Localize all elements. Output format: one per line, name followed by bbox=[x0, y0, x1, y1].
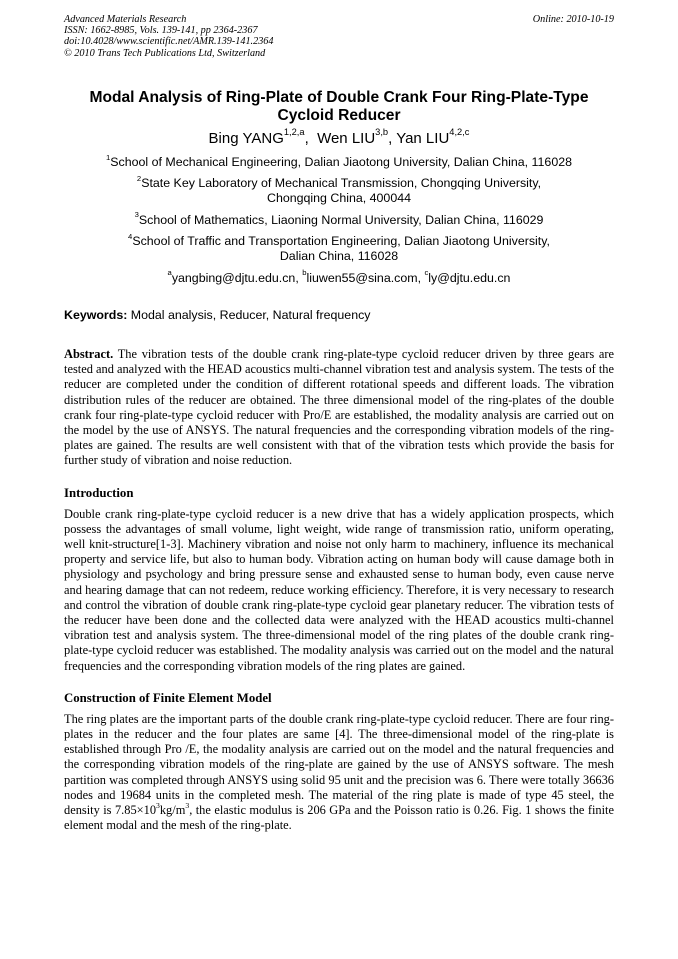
journal-name: Advanced Materials Research bbox=[64, 14, 187, 25]
email-superscript: a bbox=[167, 268, 172, 278]
affiliation-4 bbox=[119, 231, 559, 265]
affiliations bbox=[64, 152, 614, 286]
affiliation-text: State Key Laboratory of Mechanical Transmission, Chongqing University, Chongqing China, 400044 bbox=[141, 176, 542, 206]
fem-superscript: 3 bbox=[185, 800, 190, 810]
abstract-paragraph bbox=[64, 347, 614, 469]
fem-section-heading: Construction of Finite Element Model bbox=[64, 690, 272, 705]
fem-paragraph bbox=[64, 712, 614, 834]
affiliation-3 bbox=[99, 210, 579, 228]
paper-page bbox=[64, 14, 614, 833]
keywords-line bbox=[64, 308, 614, 323]
author-name: Wen LIU bbox=[317, 129, 376, 147]
issn-line: ISSN: 1662-8985, Vols. 139-141, pp 2364-2367 bbox=[64, 25, 258, 37]
email-link[interactable]: yangbing@djtu.edu.cn, bbox=[171, 270, 303, 285]
doi-line: doi:10.4028/www.scientific.net/AMR.139-141.2364 bbox=[64, 36, 274, 48]
affiliation-1 bbox=[79, 152, 599, 170]
author-emails bbox=[64, 268, 614, 286]
email-link[interactable]: ly@djtu.edu.cn bbox=[428, 270, 511, 285]
email-link[interactable]: liuwen55@sina.com, bbox=[306, 270, 425, 285]
affiliation-superscript: 2 bbox=[136, 173, 142, 183]
abstract-label: Abstract. bbox=[64, 346, 114, 361]
author-superscript: 4,2,c bbox=[449, 127, 470, 138]
author-separator: , bbox=[304, 129, 318, 147]
copyright-line: © 2010 Trans Tech Publications Ltd, Switzerland bbox=[64, 47, 266, 59]
author-separator: , bbox=[388, 129, 397, 147]
introduction-paragraph: Double crank ring-plate-type cycloid reducer is a new drive that has a widely application prospects, which possess the advantages of small volume, light weight, wide range of transmission ratio, uniform operating, well knit-structure[1-3]. Machinery vibration and noise not only harm to machinery, influence its mechanical property and service life, but also to human body. Vibration acting on human body will cause damage both in physiology and psychology and bring pressure sense and exhausted sense to human body, even cause nerve and hearing damage that can not redeem, reduce working efficiency. Therefore, it is very necessary to research and control the vibration of double crank ring-plate-type cycloid gear planetary reducer. The vibration tests of the reducer have been done and the collected data were analyzed with the HEAD acoustics multi-channel vibration test and analysis system. The three-dimensional model of the ring plates of the double crank ring-plate-type cycloid reducer was established. The modality analysis was carried out on the model and the natural frequencies and the corresponding vibration models of the ring plates are gained. bbox=[64, 506, 614, 673]
email-superscript: c bbox=[424, 268, 429, 278]
journal-header bbox=[64, 14, 614, 59]
affiliation-text: School of Mechanical Engineering, Dalian Jiaotong University, Dalian China, 116028 bbox=[110, 154, 572, 169]
fem-superscript: 3 bbox=[156, 800, 160, 810]
author-superscript: 3,b bbox=[375, 127, 389, 138]
fem-text-part: kg/m bbox=[159, 802, 186, 817]
title-line-2: Cycloid Reducer bbox=[277, 106, 401, 124]
author-name: Bing YANG bbox=[208, 129, 284, 147]
email-superscript: b bbox=[302, 268, 307, 278]
keywords-label: Keywords: bbox=[64, 307, 128, 322]
affiliation-superscript: 1 bbox=[106, 152, 111, 162]
affiliation-superscript: 3 bbox=[134, 210, 139, 220]
title-line-1: Modal Analysis of Ring-Plate of Double Crank Four Ring-Plate-Type bbox=[89, 88, 589, 106]
paper-title bbox=[64, 89, 614, 125]
keywords-text: Modal analysis, Reducer, Natural frequency bbox=[127, 307, 371, 322]
author-name: Yan LIU bbox=[396, 129, 450, 147]
fem-text-part: The ring plates are the important parts of the double crank ring-plate-type cycloid reducer. There are four ring-plates in the reducer and the four plates are same [4]. The three-dimensional model of the ring-plate is established through Pro /E, the modality analysis are carried out on the model and the natural frequencies and the corresponding vibration models of the ring-plate are gained by the use of ANSYS software. The mesh partition was completed through ANSYS using solid 95 unit and the precision was 6. There were totally 36636 nodes and 19684 units in the completed mesh. The material of the ring plate is made of type 45 steel, the density is 7.85×10 bbox=[64, 711, 614, 817]
introduction-heading: Introduction bbox=[64, 485, 134, 500]
abstract-text: The vibration tests of the double crank ring-plate-type cycloid reducer driven by three gears are tested and analyzed with the HEAD acoustics multi-channel vibration test and analysis system. The tests of the reducer are completed under the condition of different rotational speeds and different loads. The vibration distribution rules of the reducer are obtained. The three dimensional model of the ring-plates of the double crank four ring-plate-type cycloid reducer with Pro/E are established, the modality analysis are carried out on the model by the use of ANSYS. The natural frequencies and the corresponding vibration models of the ring-plates are gained. The results are well consistent with that of the vibration tests which provide the basis for further study of vibration and noise reduction. bbox=[64, 346, 614, 468]
author-list bbox=[64, 129, 614, 149]
affiliation-text: School of Mathematics, Liaoning Normal University, Dalian China, 116029 bbox=[138, 212, 544, 227]
affiliation-2 bbox=[124, 173, 554, 207]
fem-text-part: , the elastic modulus is 206 GPa and the Poisson ratio is 0.26. Fig. 1 shows the finite element modal and the mesh of the ring-plate. bbox=[64, 802, 614, 833]
author-superscript: 1,2,a bbox=[283, 127, 305, 138]
online-date: Online: 2010-10-19 bbox=[532, 14, 614, 25]
affiliation-text: School of Traffic and Transportation Engineering, Dalian Jiaotong University, Dalian China, 116028 bbox=[132, 234, 550, 264]
affiliation-superscript: 4 bbox=[128, 231, 133, 241]
